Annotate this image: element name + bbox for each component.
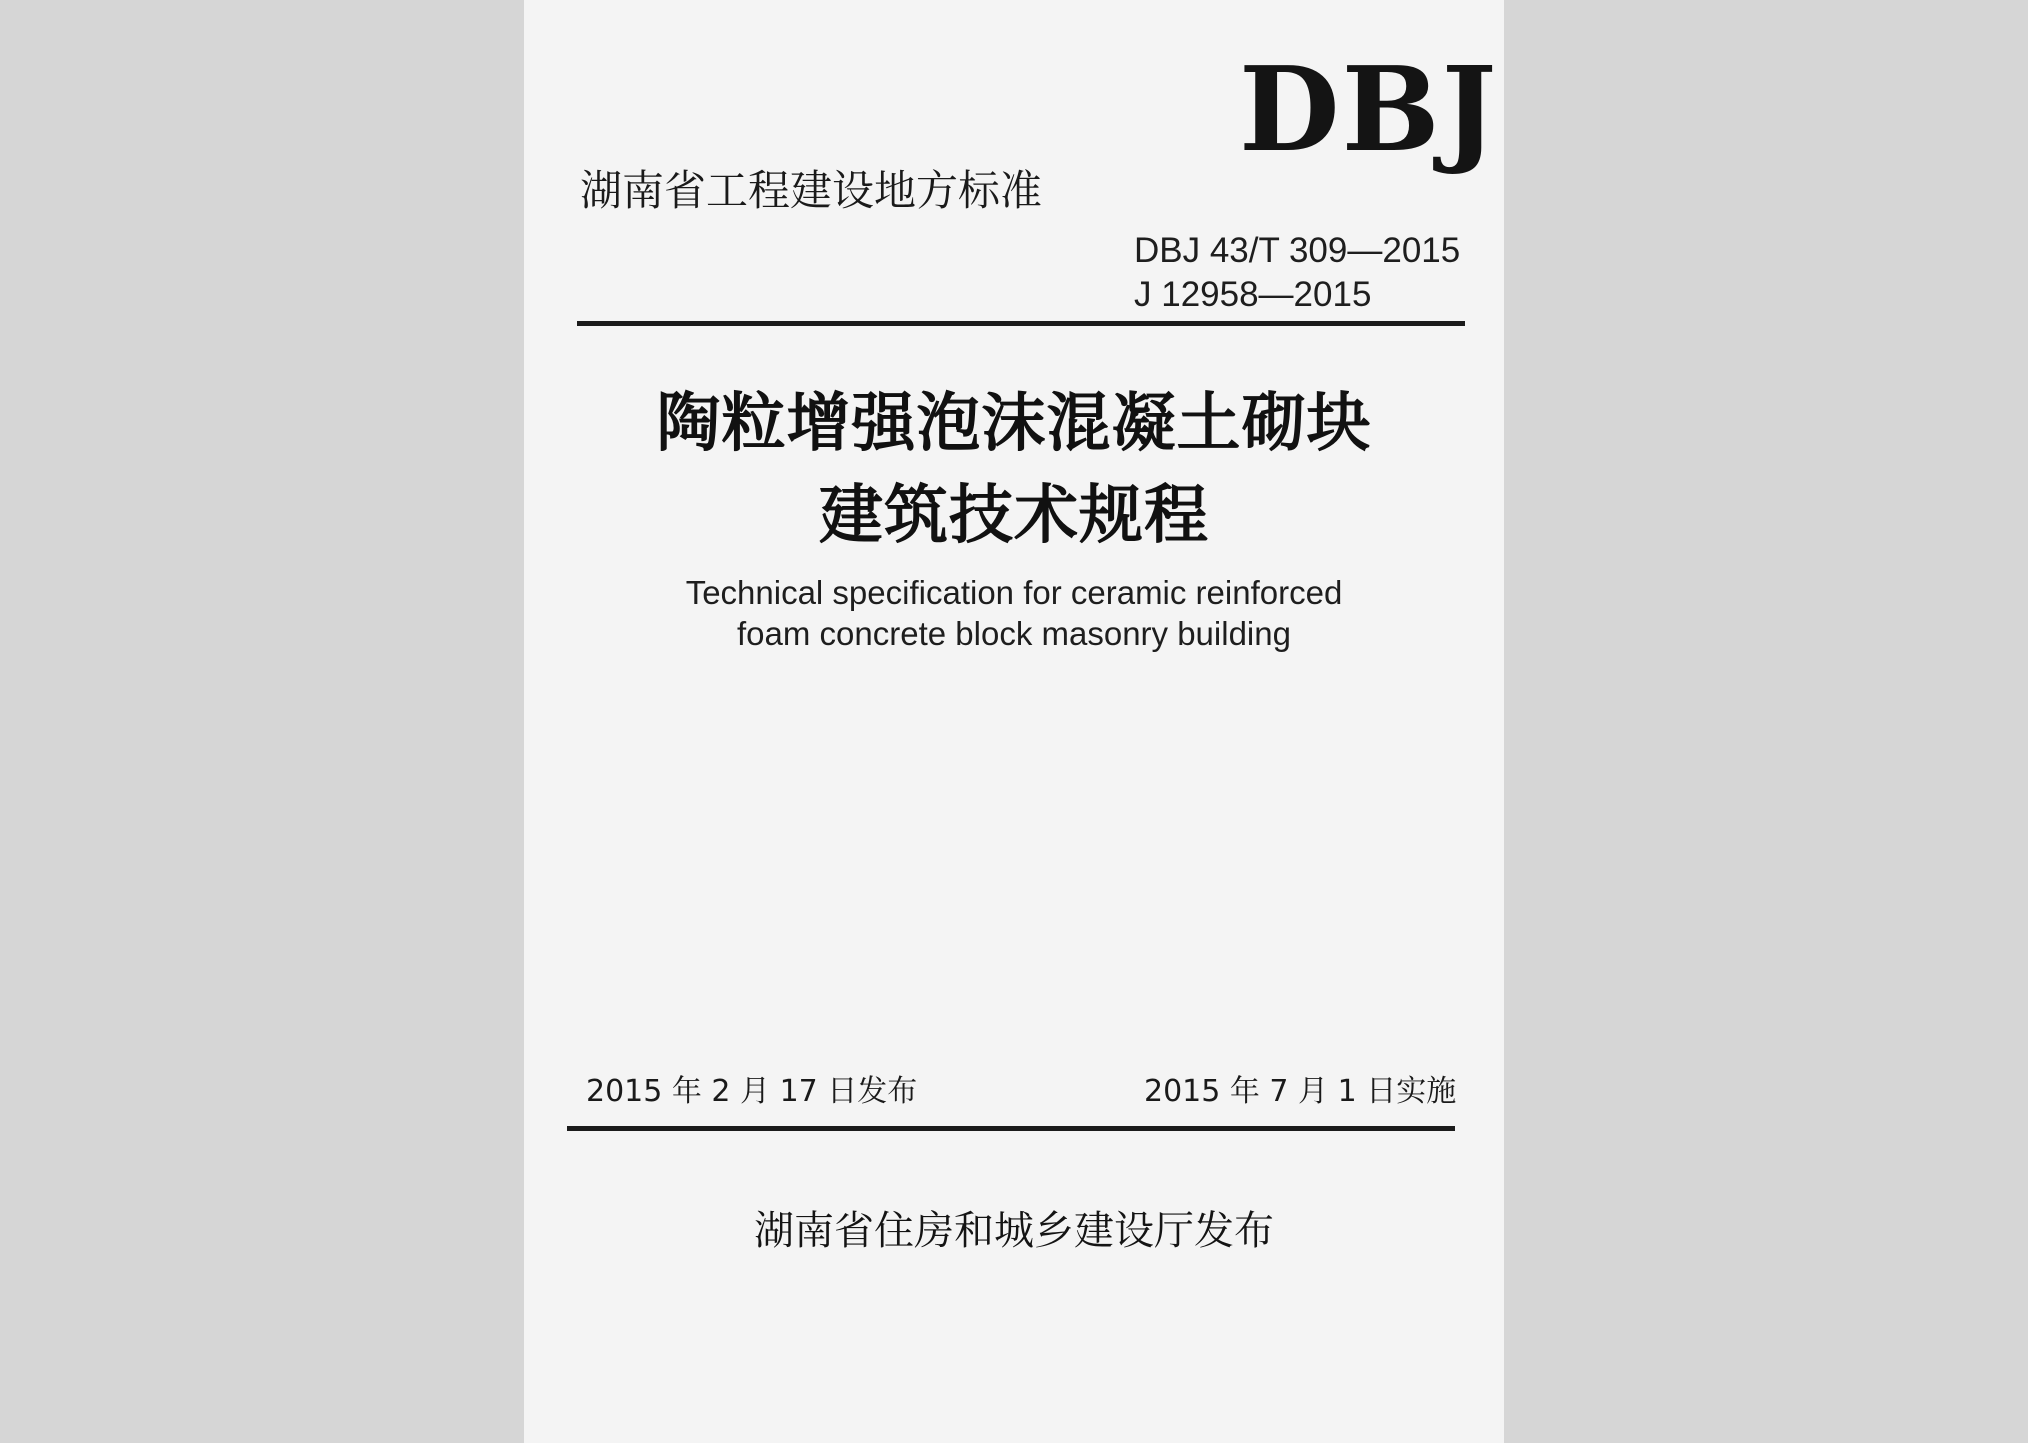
record-code: J 12958—2015 <box>1134 275 1372 314</box>
standard-series-title: 湖南省工程建设地方标准 <box>580 166 1043 215</box>
bottom-divider <box>567 1126 1455 1131</box>
publisher: 湖南省住房和城乡建设厅发布 <box>754 1208 1274 1254</box>
issue-date: 2015 年 2 月 17 日发布 <box>586 1074 918 1109</box>
top-divider <box>577 321 1465 326</box>
standard-code: DBJ 43/T 309—2015 <box>1134 231 1461 270</box>
document-cover-page <box>524 0 1504 1443</box>
chinese-title-line-2: 建筑技术规程 <box>819 478 1209 553</box>
chinese-title-line-1: 陶粒增强泡沫混凝土砌块 <box>656 386 1372 461</box>
dbj-logo: DBJ <box>1239 42 1499 178</box>
implementation-date: 2015 年 7 月 1 日实施 <box>1144 1074 1457 1109</box>
english-title-line-1: Technical specification for ceramic reinforced <box>685 574 1343 611</box>
english-title-line-2: foam concrete block masonry building <box>737 615 1291 652</box>
